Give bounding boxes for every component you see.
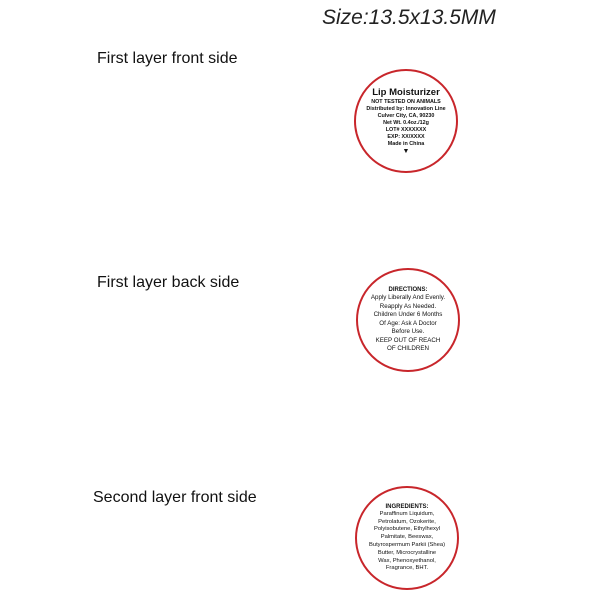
label-line: Butter, Microcrystalline <box>377 549 437 556</box>
label-line: LOT# XXXXXXX <box>385 126 427 133</box>
label-line: Palmitate, Beeswax, <box>380 534 434 541</box>
label-line: KEEP OUT OF REACH <box>375 336 441 344</box>
label-line: Petrolatum, Ozokerite, <box>378 518 436 525</box>
directions-heading: DIRECTIONS: <box>388 286 428 293</box>
label-circle-second-front <box>355 486 459 590</box>
product-title: Lip Moisturizer <box>372 86 440 98</box>
label-line: Net Wt. 0.4oz./12g <box>383 119 429 126</box>
label-line: Polyisobutene, Ethylhexyl <box>373 526 441 533</box>
label-line: Paraffinum Liquidum, <box>379 510 435 517</box>
label-line: OF CHILDREN <box>387 345 429 353</box>
size-title: Size:13.5x13.5MM <box>322 6 496 29</box>
section-label-first-front: First layer front side <box>97 50 238 67</box>
section-label-first-back: First layer back side <box>97 274 240 291</box>
label-line: Reapply As Needed. <box>379 302 437 310</box>
label-line: Before Use. <box>391 328 425 336</box>
label-line: Butyrospermum Parkii (Shea) <box>368 542 446 548</box>
section-label-second-front: Second layer front side <box>93 489 257 506</box>
label-line: Children Under 6 Months <box>373 311 443 319</box>
label-line: Fragrance, BHT. <box>385 565 429 572</box>
label-circle-first-back <box>356 268 460 372</box>
triangle-down-icon: ▼ <box>402 147 410 155</box>
label-line: EXP: XX/XXXX <box>387 133 425 140</box>
ingredients-heading: INGREDIENTS: <box>385 503 429 510</box>
label-line: Apply Liberally And Evenly. <box>370 293 446 301</box>
label-line: Distributed by: Innovation Line <box>366 105 446 112</box>
label-line: Of Age: Ask A Doctor <box>379 319 437 327</box>
label-circle-first-front <box>354 69 458 173</box>
label-line: Made in China <box>387 140 425 147</box>
label-line: Culver City, CA, 90230 <box>377 112 435 119</box>
label-line: Wax, Phenoxyethanol, <box>378 557 436 564</box>
label-line: NOT TESTED ON ANIMALS <box>371 98 441 105</box>
